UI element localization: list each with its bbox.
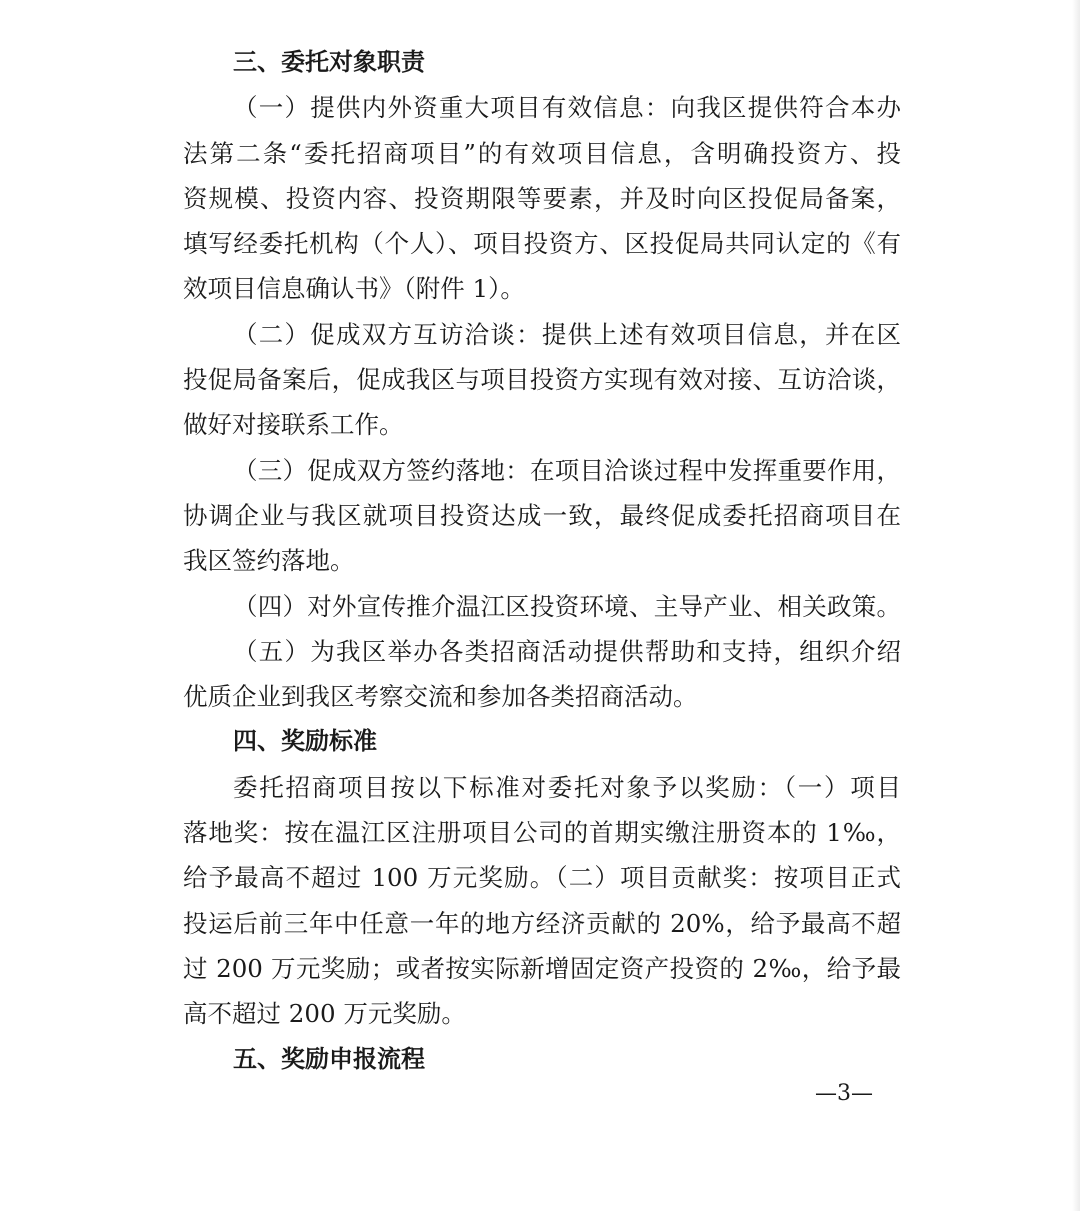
paragraph-line: 高不超过 200 万元奖励。 (183, 999, 466, 1029)
paragraph-line: 我区签约落地。 (183, 546, 355, 576)
page-edge-shadow (1072, 0, 1080, 1211)
paragraph-duty-3 (183, 448, 901, 584)
paragraph-line: 优质企业到我区考察交流和参加各类招商活动。 (183, 682, 698, 712)
section-heading-duties: 三、委托对象职责 (233, 48, 425, 76)
paragraph-duty-2 (183, 312, 901, 448)
paragraph-line: 委托招商项目按以下标准对委托对象予以奖励：（一）项目 (233, 772, 901, 802)
paragraph-line: 协调企业与我区就项目投资达成一致，最终促成委托招商项目在 (183, 500, 901, 530)
paragraph-line: 资规模、投资内容、投资期限等要素，并及时向区投促局备案， (183, 183, 901, 213)
paragraph-line: 做好对接联系工作。 (183, 410, 404, 440)
paragraph-line: （三）促成双方签约落地：在项目洽谈过程中发挥重要作用， (233, 455, 901, 485)
paragraph-reward-standard (183, 765, 901, 1037)
paragraph-line: 投运后前三年中任意一年的地方经济贡献的 20%，给予最高不超 (183, 908, 901, 938)
paragraph-duty-1 (183, 85, 901, 311)
document-body (183, 40, 901, 1082)
paragraph-line: 效项目信息确认书》（附件 1）。 (183, 274, 525, 304)
paragraph-line: 填写经委托机构（个人）、项目投资方、区投促局共同认定的《有 (183, 229, 901, 259)
paragraph-line: 给予最高不超过 100 万元奖励。（二）项目贡献奖：按项目正式 (183, 863, 901, 893)
paragraph-line: （二）促成双方互访洽谈：提供上述有效项目信息，并在区 (233, 319, 901, 349)
page-number: —3— (815, 1081, 873, 1106)
paragraph-line: （五）为我区举办各类招商活动提供帮助和支持，组织介绍 (233, 636, 901, 666)
section-heading-reward-standard: 四、奖励标准 (233, 727, 377, 756)
paragraph-line: （四）对外宣传推介温江区投资环境、主导产业、相关政策。 (233, 591, 901, 621)
paragraph-duty-5 (183, 629, 901, 720)
paragraph-line: 过 200 万元奖励；或者按实际新增固定资产投资的 2‰，给予最 (183, 953, 901, 983)
paragraph-line: 投促局备案后，促成我区与项目投资方实现有效对接、互访洽谈， (183, 365, 901, 395)
paragraph-line: 落地奖：按在温江区注册项目公司的首期实缴注册资本的 1‰， (183, 818, 901, 848)
section-heading-application-process: 五、奖励申报流程 (233, 1044, 425, 1073)
paragraph-line: 法第二条“委托招商项目”的有效项目信息，含明确投资方、投 (183, 138, 901, 168)
paragraph-duty-4 (183, 584, 901, 629)
paragraph-line: （一）提供内外资重大项目有效信息：向我区提供符合本办 (233, 93, 901, 123)
